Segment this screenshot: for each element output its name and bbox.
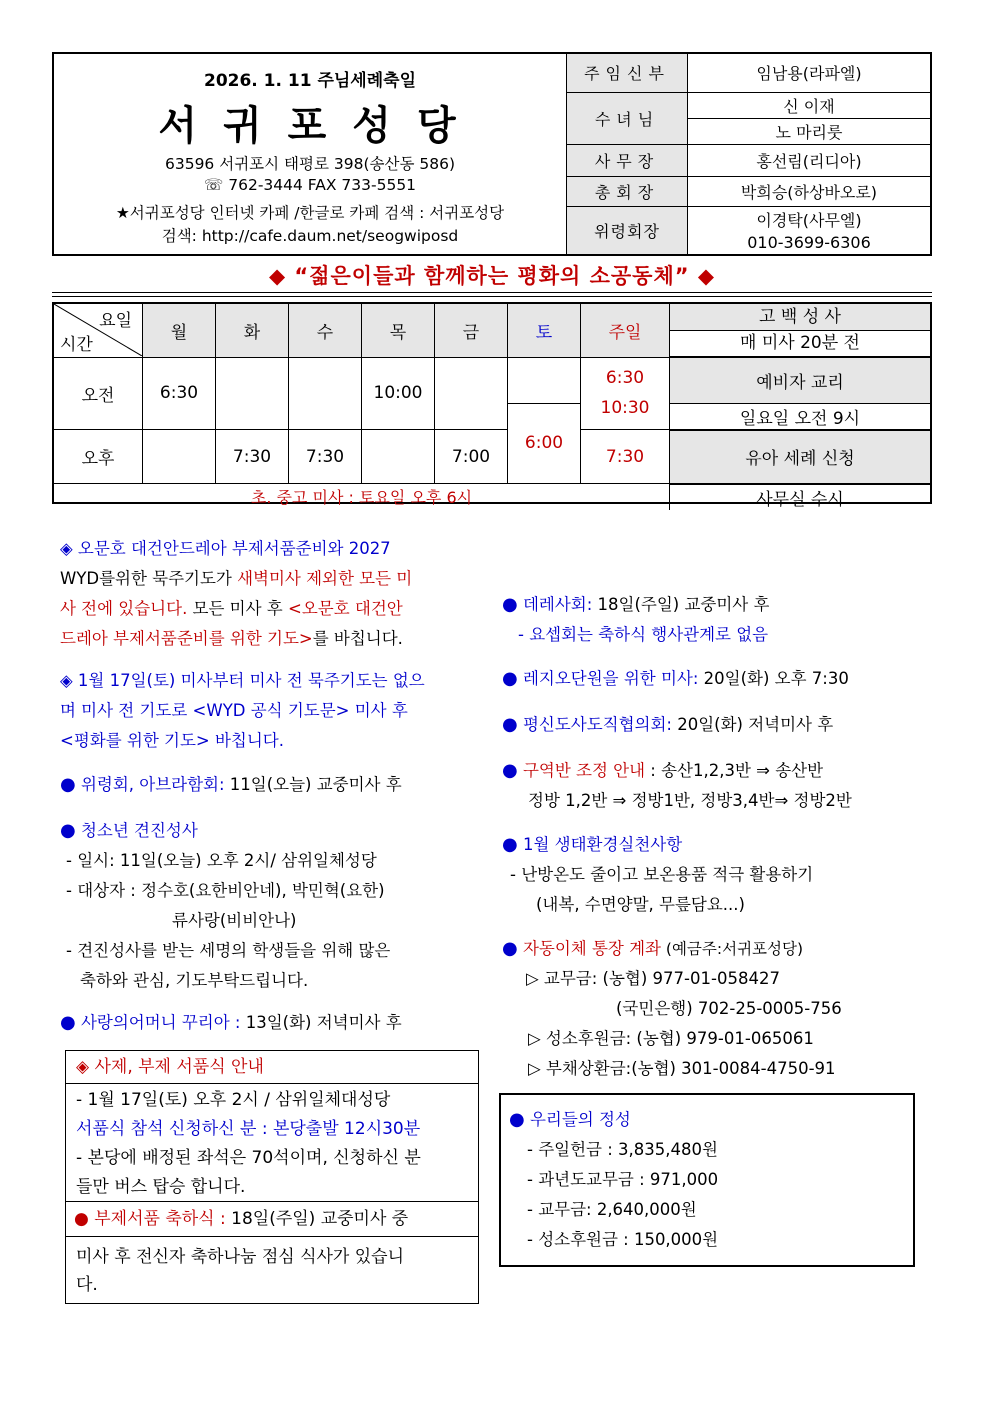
bullet-icon: ●: [60, 820, 76, 841]
am-sat: [508, 357, 581, 403]
confession-title: 고 백 성 사: [670, 304, 930, 331]
president-label: 총회장: [567, 176, 688, 206]
staff-table: [566, 54, 930, 254]
parish-info: [54, 54, 568, 254]
date-line: 2026. 1. 11 주님세례축일: [203, 71, 416, 91]
council-name: 이경탁(사무엘): [756, 211, 862, 231]
council-contact: [688, 206, 931, 254]
motto-banner: ◆ “젊은이들과 함께하는 평화의 소공동체” ◆: [268, 264, 716, 288]
president-name: 박희승(하상바오로): [688, 176, 931, 206]
legion-meeting: ● 사랑의어머니 꾸리아 : 13일(화) 저녁미사 후: [60, 1012, 402, 1033]
phone-fax: ☏ 762-3444 FAX 733-5551: [203, 176, 417, 194]
wi-meeting: ● 위령회, 아브라함회: 11일(오늘) 교중미사 후: [60, 774, 402, 795]
am-sun: [581, 357, 670, 430]
am-mon: 6:30: [143, 357, 216, 430]
nun-label: 수녀님: [567, 92, 688, 144]
pm-fri: 7:00: [435, 430, 508, 484]
cafe-info: ★서귀포성당 인터넷 카페 /한글로 카페 검색 : 서귀포성당: [115, 204, 505, 222]
mass-schedule: [52, 302, 932, 510]
pastor-label: 주임신부: [567, 54, 688, 92]
day-sat: 토: [508, 304, 581, 357]
confirmation-section: ● 청소년 견진성사 - 일시: 11일(오늘) 오후 2시/ 삼위일체성당 - 대상자 : 정수호(요한비안네), 박민혁(요한) 류사랑(비비안나) - 견진성사를 받는 세명의 학생들을 위해 많은 축하와 관심, 기도부탁드립니다.: [60, 820, 391, 990]
bullet-icon: ●: [502, 760, 518, 781]
p2-line1: ◈ 1월 17일(토) 미사부터 미사 전 묵주기도는 없으: [60, 671, 425, 690]
bullet-icon: ●: [60, 1012, 76, 1033]
corner-time-label: 시간: [60, 334, 93, 355]
theresa-meeting: ● 데레사회: 18일(주일) 교중미사 후 - 요셉회는 축하식 행사관계로 없음: [502, 594, 770, 644]
confession-time: 매 미사 20분 전: [740, 333, 860, 353]
am-label: 오전: [54, 357, 143, 430]
pm-sat: 6:00: [508, 403, 581, 484]
baptism-time: 사무실 수시: [670, 484, 931, 510]
bullet-icon: ●: [60, 774, 76, 795]
confirmation-title: 청소년 견진성사: [80, 821, 198, 840]
nun-name-2: 노 마리룻: [688, 118, 931, 144]
bullet-icon: ●: [502, 834, 518, 855]
p1-line4: 드레아 부제서품준비를 위한 기도>를 바칩니다.: [60, 629, 403, 648]
parish-title: 서귀포성당: [158, 103, 482, 149]
divider: [52, 296, 932, 297]
bullet-icon: ●: [509, 1109, 525, 1130]
am-wed: [289, 357, 362, 430]
youth-mass-note: 초. 중고 미사 : 토요일 오후 6시: [54, 484, 670, 510]
deacon-celebration: ● 부제서품 축하식 : 18일(주일) 교중미사 중: [66, 1202, 478, 1237]
schedule-table: [54, 304, 930, 510]
confession-cell: [670, 304, 931, 357]
p1-line2: WYD를위한 묵주기도가 새벽미사 제외한 모든 미: [60, 569, 413, 588]
legio-mass: ● 레지오단원을 위한 미사: 20일(화) 오후 7:30: [502, 668, 849, 689]
pm-wed: 7:30: [289, 430, 362, 484]
pastor-name: 임남용(라파엘): [688, 54, 931, 92]
pm-thu: [362, 430, 435, 484]
p2-line3: <평화를 위한 기도> 바칩니다.: [60, 731, 284, 750]
day-tue: 화: [216, 304, 289, 357]
lay-council: ● 평신도사도직협의회: 20일(화) 저녁미사 후: [502, 714, 834, 735]
am-thu: 10:00: [362, 357, 435, 430]
am-fri: [435, 357, 508, 430]
ordination-box: [65, 1050, 479, 1304]
ordination-title: ◈ 사제, 부제 서품식 안내: [66, 1051, 478, 1084]
divider: [52, 292, 932, 293]
bulletin-header: [52, 52, 932, 256]
day-sun: 주일: [581, 304, 670, 357]
bank-accounts: ● 자동이체 통장 계좌 (예금주:서귀포성당) ▷ 교무금: (농협) 977-01-058427 (국민은행) 702-25-0005-756 ▷ 성소후원금: (농협) 979-01-065061 ▷ 부채상환금:(농협) 301-0084-4750-91: [502, 938, 842, 1078]
p1-line1: ◈ 오문호 대건안드레아 부제서품준비와 2027: [60, 539, 391, 558]
schedule-corner: [54, 304, 143, 357]
corner-day-label: 요일: [99, 311, 132, 331]
offerings-content: ● 우리들의 정성 - 주일헌금 : 3,835,480원 - 과년도교무금 : 971,000 - 교무금: 2,640,000원 - 성소후원금 : 150,000원: [509, 1109, 719, 1249]
catechumen-time: 일요일 오전 9시: [670, 403, 931, 430]
council-label: 위령회장: [567, 206, 688, 254]
prayer-notice-1: [60, 534, 484, 654]
pm-tue: 7:30: [216, 430, 289, 484]
bullet-icon: ●: [502, 668, 518, 689]
council-phone: 010-3699-6306: [747, 233, 871, 253]
catechumen-title: 예비자 교리: [670, 357, 931, 403]
day-mon: 월: [143, 304, 216, 357]
pm-label: 오후: [54, 430, 143, 484]
offerings-box: [499, 1093, 915, 1267]
pm-mon: [143, 430, 216, 484]
zone-adjustment: ● 구역반 조정 안내 : 송산1,2,3반 ⇒ 송산반 정방 1,2반 ⇒ 정방1반, 정방3,4반⇒ 정방2반: [502, 760, 852, 810]
eco-practice: ● 1월 생태환경실천사항 - 난방온도 줄이고 보온용품 적극 활용하기 (내복, 수면양말, 무릎담요...): [502, 834, 814, 914]
am-tue: [216, 357, 289, 430]
baptism-title: 유아 세례 신청: [670, 430, 931, 484]
ordination-details: - 1월 17일(토) 오후 2시 / 삼위일체대성당 서품식 참석 신청하신 분 : 본당출발 12시30분 - 본당에 배정된 좌석은 70석이며, 신청하신 분 들만 버스 탑승 합니다.: [66, 1084, 478, 1202]
p2-line2: 며 미사 전 기도로 <WYD 공식 기도문> 미사 후: [60, 701, 408, 720]
office-label: 사무장: [567, 144, 688, 176]
offerings-title: 우리들의 정성: [529, 1110, 631, 1129]
p1-line3: 사 전에 있습니다. 모든 미사 후 <오문호 대건안: [60, 599, 403, 618]
day-fri: 금: [435, 304, 508, 357]
prayer-notice-2: [60, 666, 484, 756]
pm-sun: 7:30: [581, 430, 670, 484]
bullet-icon: ●: [502, 594, 518, 615]
office-name: 홍선림(리디아): [688, 144, 931, 176]
bullet-icon: ●: [502, 714, 518, 735]
am-sun-1: 6:30: [605, 368, 645, 389]
cafe-url[interactable]: 검색: http://cafe.daum.net/seogwiposd: [161, 227, 459, 245]
day-wed: 수: [289, 304, 362, 357]
nun-name-1: 신 이재: [688, 92, 931, 118]
bullet-icon: ●: [502, 938, 518, 959]
day-thu: 목: [362, 304, 435, 357]
address: 63596 서귀포시 태평로 398(송산동 586): [164, 155, 455, 173]
celebration-lunch: 미사 후 전신자 축하나눔 점심 식사가 있습니 다.: [76, 1247, 405, 1295]
am-sun-2: 10:30: [600, 398, 650, 419]
